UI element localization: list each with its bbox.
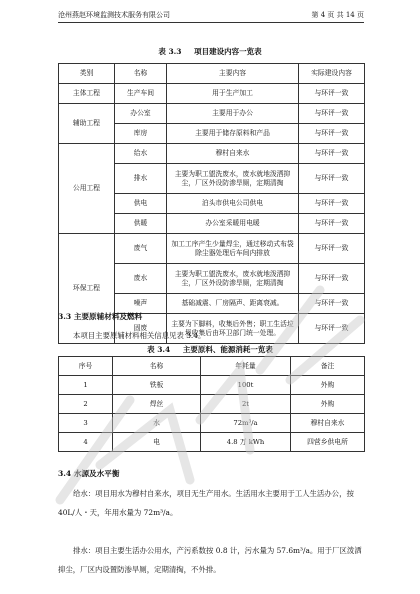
content-cell: 穆村自来水 bbox=[167, 144, 299, 164]
no-cell: 4 bbox=[59, 433, 113, 452]
table-3-4-title: 主要原料、能源消耗一览表 bbox=[182, 345, 273, 354]
table-row bbox=[59, 144, 365, 164]
actual-cell: 与环评一致 bbox=[299, 264, 365, 294]
content-cell: 泊头市供电公司供电 bbox=[167, 194, 299, 214]
name-cell: 库房 bbox=[115, 124, 167, 144]
name-cell: 电 bbox=[113, 433, 201, 452]
actual-cell: 与环评一致 bbox=[299, 104, 365, 124]
table-3-4-caption bbox=[0, 344, 420, 355]
col-header-category: 类别 bbox=[59, 64, 115, 84]
table-row bbox=[59, 104, 365, 124]
company-name: 沧州燕赵环境监测技术服务有限公司 bbox=[58, 11, 170, 19]
content-cell: 办公室采暖用电暖 bbox=[167, 214, 299, 234]
table-row bbox=[59, 234, 365, 264]
no-cell: 2 bbox=[59, 395, 113, 414]
table-3-3-caption bbox=[0, 46, 420, 57]
content-cell: 用于生产加工 bbox=[167, 84, 299, 104]
name-cell: 固废 bbox=[115, 314, 167, 344]
category-cell: 主体工程 bbox=[59, 84, 115, 104]
section-3-3-title: 3.3 主要原辅材料及燃料 bbox=[58, 312, 143, 321]
content-cell: 主要用于储存原料和产品 bbox=[167, 124, 299, 144]
table-row bbox=[59, 433, 365, 452]
col-header-actual: 实际建设内容 bbox=[299, 64, 365, 84]
content-cell: 主要用于办公 bbox=[167, 104, 299, 124]
name-cell: 供电 bbox=[115, 194, 167, 214]
name-cell: 噪声 bbox=[115, 294, 167, 314]
drainage-paragraph: 排水：项目主要生活办公用水，产污系数按 0.8 计，污水量为 57.6m³/a。用于厂区泼洒抑尘，厂区内设置防渗旱厕，定期清掏，不外排。 bbox=[58, 546, 362, 574]
amount-cell: 4.8 万 kWh bbox=[201, 433, 291, 452]
note-cell: 外购 bbox=[291, 395, 365, 414]
category-cell: 公用工程 bbox=[59, 144, 115, 234]
col-header-amount: 年耗量 bbox=[201, 357, 291, 376]
name-cell: 水 bbox=[113, 414, 201, 433]
table-3-4-number: 表 3.4 bbox=[147, 345, 171, 354]
name-cell: 铁板 bbox=[113, 376, 201, 395]
name-cell: 供暖 bbox=[115, 214, 167, 234]
name-cell: 排水 bbox=[115, 164, 167, 194]
name-cell: 焊丝 bbox=[113, 395, 201, 414]
actual-cell: 与环评一致 bbox=[299, 314, 365, 344]
table-row bbox=[59, 395, 365, 414]
section-3-3-intro: 本项目主要原辅材料相关信息见表 3.4。 bbox=[73, 331, 206, 340]
project-content-table bbox=[58, 63, 365, 344]
content-cell: 加工工序产生少量焊尘，通过移动式布袋除尘器处理后车间内排放 bbox=[167, 234, 299, 264]
table-3-3-number: 表 3.3 bbox=[158, 47, 182, 56]
name-cell: 办公室 bbox=[115, 104, 167, 124]
amount-cell: 100t bbox=[201, 376, 291, 395]
col-header-content: 主要内容 bbox=[167, 64, 299, 84]
page-number: 第 4 页 共 14 页 bbox=[311, 11, 364, 19]
table-row bbox=[59, 376, 365, 395]
table-3-3-title: 项目建设内容一览表 bbox=[194, 47, 262, 56]
page-header bbox=[58, 8, 364, 20]
actual-cell: 与环评一致 bbox=[299, 84, 365, 104]
table-row bbox=[59, 84, 365, 104]
actual-cell: 与环评一致 bbox=[299, 124, 365, 144]
table-header-row bbox=[59, 64, 365, 84]
actual-cell: 与环评一致 bbox=[299, 164, 365, 194]
actual-cell: 与环评一致 bbox=[299, 194, 365, 214]
content-cell: 主要为职工盥洗废水，废水就地泼洒抑尘，厂区外设防渗旱厕，定期清掏 bbox=[167, 264, 299, 294]
table-header-row bbox=[59, 357, 365, 376]
actual-cell: 与环评一致 bbox=[299, 294, 365, 314]
col-header-name: 名称 bbox=[113, 357, 201, 376]
table-row bbox=[59, 414, 365, 433]
actual-cell: 与环评一致 bbox=[299, 234, 365, 264]
content-cell: 基础减震、厂房隔声、距离衰减。 bbox=[167, 294, 299, 314]
amount-cell: 72m³/a bbox=[201, 414, 291, 433]
col-header-note: 备注 bbox=[291, 357, 365, 376]
note-cell: 穆村自来水 bbox=[291, 414, 365, 433]
name-cell: 给水 bbox=[115, 144, 167, 164]
name-cell: 生产车间 bbox=[115, 84, 167, 104]
water-supply-paragraph: 给水：项目用水为穆村自来水，项目无生产用水。生活用水主要用于工人生活办公，按 40L/人・天，年用水量为 72m³/a。 bbox=[58, 489, 354, 517]
note-cell: 外购 bbox=[291, 376, 365, 395]
no-cell: 3 bbox=[59, 414, 113, 433]
content-cell: 主要为职工盥洗废水，废水就地泼洒抑尘，厂区外设防渗旱厕，定期清掏 bbox=[167, 164, 299, 194]
materials-table bbox=[58, 356, 365, 452]
section-3-4-title: 3.4 水源及水平衡 bbox=[58, 469, 120, 478]
name-cell: 废水 bbox=[115, 264, 167, 294]
actual-cell: 与环评一致 bbox=[299, 144, 365, 164]
amount-cell: 2t bbox=[201, 395, 291, 414]
content-cell: 主要为下脚料，收集后外售；职工生活垃圾收集后由环卫部门统一处理。 bbox=[167, 314, 299, 344]
header-rule bbox=[58, 22, 364, 23]
category-cell: 辅助工程 bbox=[59, 104, 115, 144]
col-header-name: 名称 bbox=[115, 64, 167, 84]
col-header-no: 序号 bbox=[59, 357, 113, 376]
no-cell: 1 bbox=[59, 376, 113, 395]
actual-cell: 与环评一致 bbox=[299, 214, 365, 234]
name-cell: 废气 bbox=[115, 234, 167, 264]
category-cell: 环保工程 bbox=[59, 234, 115, 344]
note-cell: 四营乡供电所 bbox=[291, 433, 365, 452]
